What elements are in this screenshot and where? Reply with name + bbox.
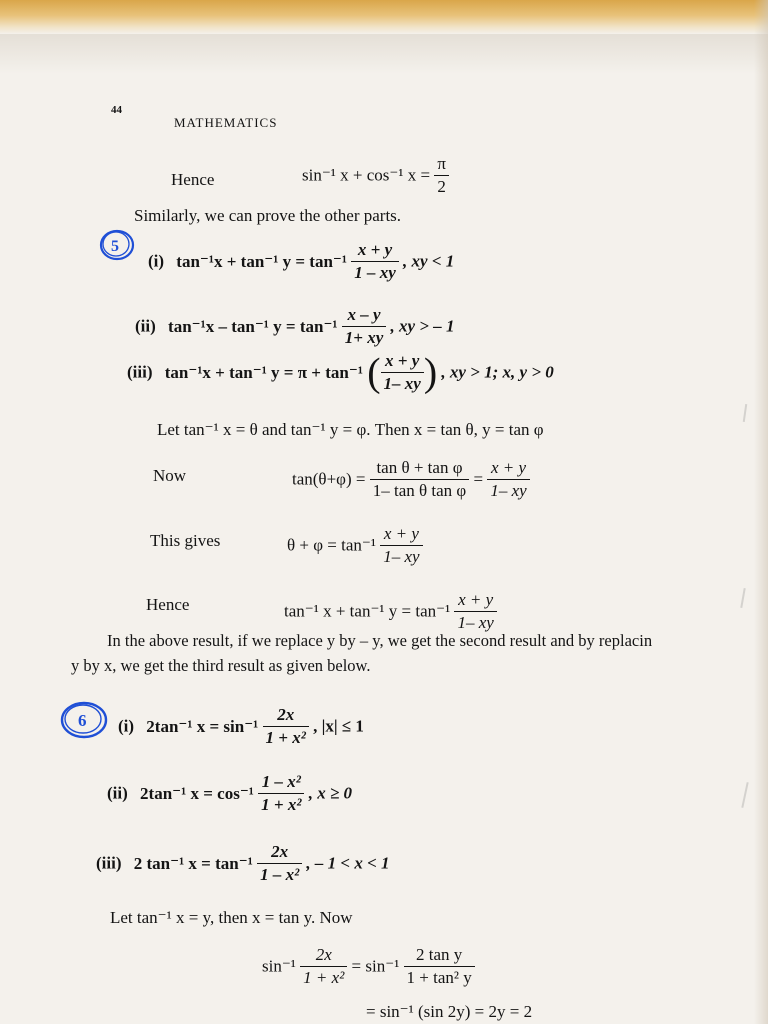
this-gives-den: 1– xy [383, 547, 420, 566]
pi-over-two-fraction [434, 154, 449, 197]
pen-circle-6-icon [56, 697, 110, 743]
formula-5-ii-label: (ii) [135, 316, 156, 336]
formula-5-i-num: x + y [351, 240, 399, 262]
formula-5-ii [135, 305, 455, 348]
book-top-edge [0, 0, 768, 34]
this-gives-label: This gives [150, 531, 221, 550]
formula-6-iii-num: 2x [257, 842, 302, 864]
hence-2-num: x + y [454, 590, 496, 612]
now-fraction-2 [487, 458, 529, 501]
formula-6-iii-label: (iii) [96, 853, 122, 873]
formula-6-ii-label: (ii) [107, 783, 128, 803]
formula-5-iii-lhs: tan⁻¹x + tan⁻¹ y = π + tan⁻¹ [164, 362, 363, 382]
now-label: Now [153, 466, 187, 485]
badge-5-text: 5 [111, 238, 119, 255]
final-num-1: 2x [300, 945, 347, 967]
formula-6-ii [107, 772, 352, 815]
formula-6-i-num: 2x [263, 705, 309, 727]
final-lhs: sin⁻¹ [262, 956, 296, 976]
page-fold-shadow [0, 34, 768, 74]
this-gives-equation [287, 524, 423, 567]
final-num-2: 2 tan y [404, 945, 475, 967]
formula-6-ii-num: 1 – x² [258, 772, 304, 794]
running-head: MATHEMATICS [174, 115, 278, 130]
this-gives-lhs: θ + φ = tan⁻¹ [287, 535, 376, 555]
formula-5-i-fraction [351, 240, 399, 283]
final-den-2: 1 + tan² y [406, 968, 472, 987]
formula-6-ii-den: 1 + x² [261, 795, 302, 814]
paragraph-line-1: In the above result, if we replace y by – y, we get the second result and by replacin [107, 631, 653, 650]
formula-6-iii [96, 842, 390, 885]
formula-6-ii-condition: , x ≥ 0 [308, 783, 353, 803]
formula-5-i-den: 1 – xy [354, 263, 396, 282]
formula-5-i-label: (i) [148, 251, 165, 271]
hence-1-num: π [434, 154, 449, 176]
this-gives-fraction [380, 524, 422, 567]
formula-5-iii-fraction [381, 351, 424, 394]
similarly-sentence: Similarly, we can prove the other parts. [134, 206, 402, 225]
formula-5-iii-label: (iii) [127, 362, 153, 382]
paragraph-line-2: y by x, we get the third result as given below. [71, 656, 371, 675]
now-equals: = [473, 469, 484, 489]
formula-5-iii-num: x + y [381, 351, 424, 373]
formula-6-i-lhs: 2tan⁻¹ x = sin⁻¹ [146, 716, 259, 736]
formula-6-i-condition: , |x| ≤ 1 [313, 716, 364, 736]
now-num-1: tan θ + tan φ [370, 458, 470, 480]
hence-2-fraction [454, 590, 496, 633]
hence-label-1: Hence [171, 170, 215, 189]
margin-mark [741, 782, 748, 808]
now-fraction-1 [370, 458, 470, 501]
formula-5-i-lhs: tan⁻¹x + tan⁻¹ y = tan⁻¹ [176, 251, 347, 271]
formula-6-iii-lhs: 2 tan⁻¹ x = tan⁻¹ [133, 853, 253, 873]
now-num-2: x + y [487, 458, 529, 480]
formula-6-i [118, 705, 364, 748]
this-gives-num: x + y [380, 524, 422, 546]
formula-5-i [148, 240, 454, 283]
badge-6-text: 6 [78, 711, 87, 730]
formula-5-ii-num: x – y [342, 305, 386, 327]
formula-6-i-label: (i) [118, 716, 135, 736]
formula-5-iii-condition: , xy > 1; x, y > 0 [441, 362, 554, 382]
pen-circle-5-icon [97, 227, 137, 263]
now-den-2: 1– xy [490, 481, 527, 500]
formula-5-iii: (iii) tan⁻¹x + tan⁻¹ y = π + tan⁻¹ ( $\frac{x + y}{1- xy}$ ) , xy > 1; x, y > 0 [127, 349, 554, 395]
hence-2-den: 1– xy [457, 613, 494, 632]
hence-1-den: 2 [437, 177, 446, 196]
final-line-2: = sin⁻¹ (sin 2y) = 2y = 2 [366, 1002, 533, 1021]
formula-6-ii-fraction [258, 772, 304, 815]
formula-6-iii-condition: , – 1 < x < 1 [306, 853, 390, 873]
page-right-edge [754, 0, 768, 1024]
formula-6-i-den: 1 + x² [265, 728, 306, 747]
formula-5-ii-den: 1+ xy [344, 328, 384, 347]
formula-5-ii-lhs: tan⁻¹x – tan⁻¹ y = tan⁻¹ [168, 316, 338, 336]
final-mid: = sin⁻¹ [351, 956, 400, 976]
page-number: 44 [111, 104, 122, 116]
final-den-1: 1 + x² [303, 968, 345, 987]
formula-6-ii-lhs: 2tan⁻¹ x = cos⁻¹ [140, 783, 254, 803]
final-fraction-2 [404, 945, 475, 988]
hence-label-2: Hence [146, 595, 190, 614]
formula-5-ii-fraction [342, 305, 386, 348]
let-statement-1: Let tan⁻¹ x = θ and tan⁻¹ y = φ. Then x = tan θ, y = tan φ [157, 420, 544, 439]
margin-mark [740, 588, 745, 608]
hence-2-lhs: tan⁻¹ x + tan⁻¹ y = tan⁻¹ [284, 601, 451, 621]
formula-5-ii-condition: , xy > – 1 [390, 316, 455, 336]
margin-mark [743, 404, 747, 422]
formula-6-i-fraction [263, 705, 309, 748]
hence-equation-2 [284, 590, 497, 633]
formula-5-i-condition: , xy < 1 [403, 251, 455, 271]
final-equation [262, 945, 475, 988]
formula-5-iii-den: 1– xy [383, 374, 421, 393]
let-statement-2: Let tan⁻¹ x = y, then x = tan y. Now [110, 908, 353, 927]
now-equation [292, 458, 530, 501]
hence-equation-1 [302, 154, 449, 197]
now-lhs: tan(θ+φ) = [292, 469, 366, 489]
now-den-1: 1– tan θ tan φ [372, 481, 467, 500]
formula-6-iii-den: 1 – x² [260, 865, 300, 884]
final-fraction-1 [300, 945, 347, 988]
formula-6-iii-fraction [257, 842, 302, 885]
hence-1-lhs: sin⁻¹ x + cos⁻¹ x = [302, 165, 431, 185]
